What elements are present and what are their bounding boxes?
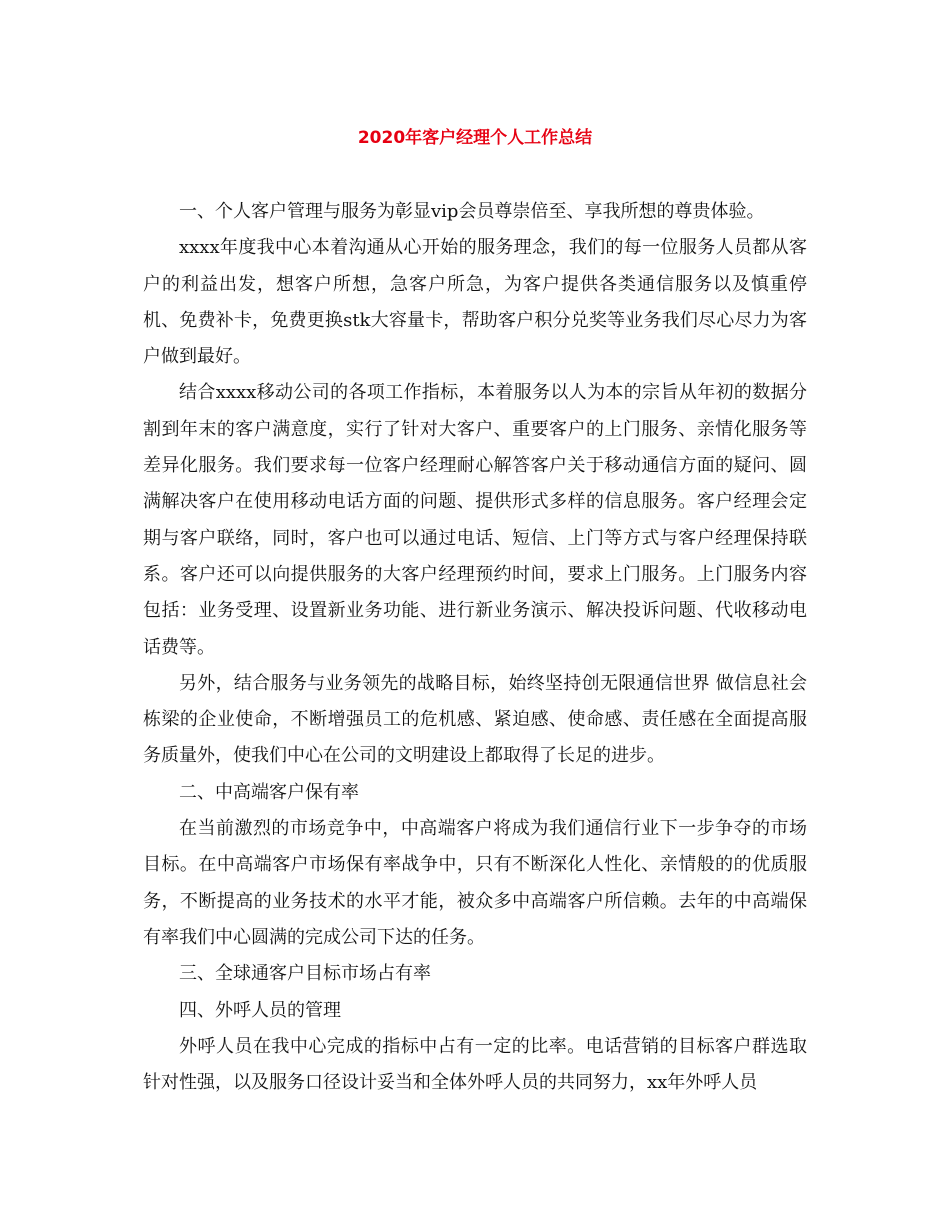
document-body: [143, 194, 807, 1101]
paragraph-1: 一、个人客户管理与服务为彰显vip会员尊崇倍至、享我所想的尊贵体验。: [179, 201, 765, 222]
document-title: 2020年客户经理个人工作总结: [357, 128, 593, 148]
section-heading-3: 三、全球通客户目标市场占有率: [179, 963, 431, 985]
paragraph-6: 外呼人员在我中心完成的指标中占有一定的比率。电话营销的目标客户群选取针对性强，以及服务口径设计妥当和全体外呼人员的共同努力，xx年外呼人员: [143, 1035, 807, 1094]
paragraph-5: 在当前激烈的市场竞争中，中高端客户将成为我们通信行业下一步争夺的市场目标。在中高端客户市场保有率战争中，只有不断深化人性化、亲情般的的优质服务，不断提高的业务技术的水平才能，被众多中高端客户所信赖。去年的中高端保有率我们中心圆满的完成公司下达的任务。: [143, 818, 807, 948]
section-heading-4: 四、外呼人员的管理: [179, 999, 341, 1021]
section-heading-2: 二、中高端客户保有率: [179, 781, 359, 803]
paragraph-3: 结合xxxx移动公司的各项工作指标，本着服务以人为本的宗旨从年初的数据分割到年末的客户满意度，实行了针对大客户、重要客户的上门服务、亲情化服务等差异化服务。我们要求每一位客户经理耐心解答客户关于移动通信方面的疑问、圆满解决客户在使用移动电话方面的问题、提供形式多样的信息服务。客户经理会定期与客户联络，同时，客户也可以通过电话、短信、上门等方式与客户经理保持联系。客户还可以向提供服务的大客户经理预约时间，要求上门服务。上门服务内容包括：业务受理、设置新业务功能、进行新业务演示、解决投诉问题、代收移动电话费等。: [143, 382, 807, 658]
paragraph-4: 另外，结合服务与业务领先的战略目标，始终坚持创无限通信世界 做信息社会栋梁的企业使命，不断增强员工的危机感、紧迫感、使命感、责任感在全面提高服务质量外，使我们中心在公司的文明建设上都取得了长足的进步。: [143, 672, 807, 767]
paragraph-2: xxxx年度我中心本着沟通从心开始的服务理念，我们的每一位服务人员都从客户的利益出发，想客户所想，急客户所急，为客户提供各类通信服务以及慎重停机、免费补卡，免费更换stk大容量卡，帮助客户积分兑奖等业务我们尽心尽力为客户做到最好。: [143, 237, 807, 368]
